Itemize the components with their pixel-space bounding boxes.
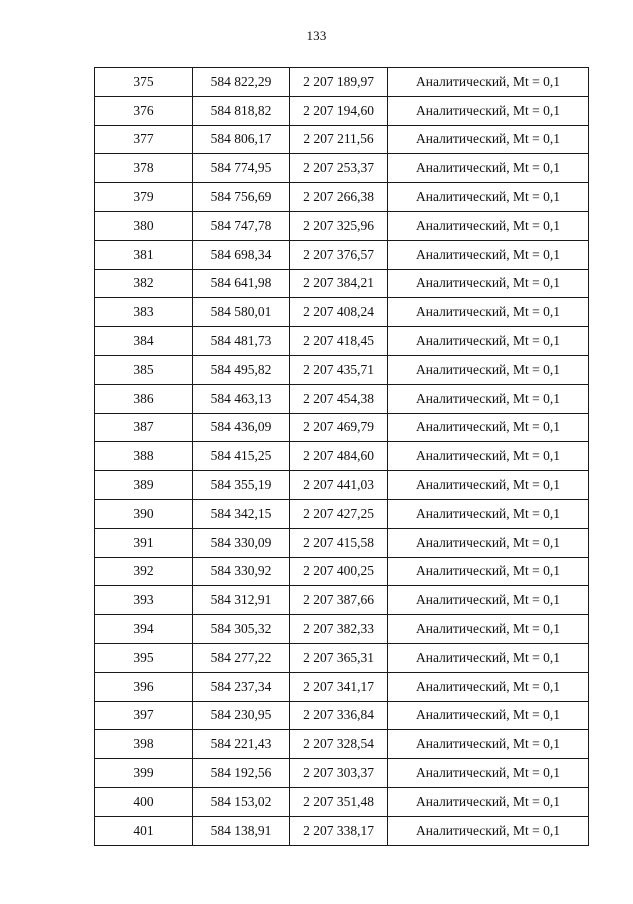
point-number-cell: 391 [95,528,193,557]
y-coordinate-cell: 2 207 382,33 [290,615,388,644]
y-coordinate-cell: 2 207 253,37 [290,154,388,183]
table-row [95,384,589,413]
method-cell: Аналитический, Mt = 0,1 [388,787,589,816]
y-coordinate-cell: 2 207 365,31 [290,643,388,672]
x-coordinate-cell: 584 756,69 [193,183,290,212]
table-row [95,528,589,557]
point-number-cell: 383 [95,298,193,327]
method-cell: Аналитический, Mt = 0,1 [388,528,589,557]
point-number-cell: 385 [95,355,193,384]
point-number-cell: 381 [95,240,193,269]
table-row [95,471,589,500]
x-coordinate-cell: 584 221,43 [193,730,290,759]
x-coordinate-cell: 584 747,78 [193,211,290,240]
method-cell: Аналитический, Mt = 0,1 [388,183,589,212]
point-number-cell: 375 [95,68,193,97]
x-coordinate-cell: 584 774,95 [193,154,290,183]
method-cell: Аналитический, Mt = 0,1 [388,557,589,586]
point-number-cell: 400 [95,787,193,816]
x-coordinate-cell: 584 277,22 [193,643,290,672]
table-row [95,787,589,816]
y-coordinate-cell: 2 207 266,38 [290,183,388,212]
x-coordinate-cell: 584 415,25 [193,442,290,471]
x-coordinate-cell: 584 481,73 [193,327,290,356]
y-coordinate-cell: 2 207 400,25 [290,557,388,586]
x-coordinate-cell: 584 312,91 [193,586,290,615]
method-cell: Аналитический, Mt = 0,1 [388,154,589,183]
y-coordinate-cell: 2 207 415,58 [290,528,388,557]
point-number-cell: 401 [95,816,193,845]
point-number-cell: 387 [95,413,193,442]
x-coordinate-cell: 584 806,17 [193,125,290,154]
x-coordinate-cell: 584 436,09 [193,413,290,442]
y-coordinate-cell: 2 207 325,96 [290,211,388,240]
point-number-cell: 376 [95,96,193,125]
table-row [95,298,589,327]
point-number-cell: 384 [95,327,193,356]
y-coordinate-cell: 2 207 211,56 [290,125,388,154]
y-coordinate-cell: 2 207 351,48 [290,787,388,816]
y-coordinate-cell: 2 207 441,03 [290,471,388,500]
table-row [95,730,589,759]
y-coordinate-cell: 2 207 435,71 [290,355,388,384]
table-row [95,672,589,701]
y-coordinate-cell: 2 207 194,60 [290,96,388,125]
table-row [95,154,589,183]
x-coordinate-cell: 584 641,98 [193,269,290,298]
table-row [95,759,589,788]
x-coordinate-cell: 584 580,01 [193,298,290,327]
point-number-cell: 379 [95,183,193,212]
coordinates-table [94,67,589,846]
table-row [95,586,589,615]
table-row [95,442,589,471]
method-cell: Аналитический, Mt = 0,1 [388,355,589,384]
table-row [95,269,589,298]
table-row [95,643,589,672]
table-row [95,183,589,212]
method-cell: Аналитический, Mt = 0,1 [388,643,589,672]
method-cell: Аналитический, Mt = 0,1 [388,759,589,788]
point-number-cell: 390 [95,499,193,528]
y-coordinate-cell: 2 207 338,17 [290,816,388,845]
x-coordinate-cell: 584 822,29 [193,68,290,97]
y-coordinate-cell: 2 207 408,24 [290,298,388,327]
y-coordinate-cell: 2 207 454,38 [290,384,388,413]
page-number: 133 [306,28,327,43]
point-number-cell: 386 [95,384,193,413]
x-coordinate-cell: 584 330,92 [193,557,290,586]
y-coordinate-cell: 2 207 189,97 [290,68,388,97]
method-cell: Аналитический, Mt = 0,1 [388,384,589,413]
method-cell: Аналитический, Mt = 0,1 [388,672,589,701]
table-row [95,701,589,730]
x-coordinate-cell: 584 330,09 [193,528,290,557]
point-number-cell: 397 [95,701,193,730]
point-number-cell: 393 [95,586,193,615]
method-cell: Аналитический, Mt = 0,1 [388,586,589,615]
table-row [95,327,589,356]
y-coordinate-cell: 2 207 484,60 [290,442,388,471]
point-number-cell: 380 [95,211,193,240]
method-cell: Аналитический, Mt = 0,1 [388,68,589,97]
table-row [95,557,589,586]
point-number-cell: 398 [95,730,193,759]
y-coordinate-cell: 2 207 427,25 [290,499,388,528]
table-row [95,240,589,269]
x-coordinate-cell: 584 355,19 [193,471,290,500]
table-row [95,413,589,442]
method-cell: Аналитический, Mt = 0,1 [388,269,589,298]
point-number-cell: 378 [95,154,193,183]
method-cell: Аналитический, Mt = 0,1 [388,442,589,471]
method-cell: Аналитический, Mt = 0,1 [388,816,589,845]
x-coordinate-cell: 584 463,13 [193,384,290,413]
method-cell: Аналитический, Mt = 0,1 [388,96,589,125]
method-cell: Аналитический, Mt = 0,1 [388,701,589,730]
point-number-cell: 395 [95,643,193,672]
y-coordinate-cell: 2 207 469,79 [290,413,388,442]
method-cell: Аналитический, Mt = 0,1 [388,730,589,759]
x-coordinate-cell: 584 698,34 [193,240,290,269]
method-cell: Аналитический, Mt = 0,1 [388,298,589,327]
x-coordinate-cell: 584 153,02 [193,787,290,816]
method-cell: Аналитический, Mt = 0,1 [388,240,589,269]
table-row [95,615,589,644]
y-coordinate-cell: 2 207 387,66 [290,586,388,615]
table-row [95,125,589,154]
y-coordinate-cell: 2 207 376,57 [290,240,388,269]
y-coordinate-cell: 2 207 418,45 [290,327,388,356]
point-number-cell: 394 [95,615,193,644]
point-number-cell: 392 [95,557,193,586]
x-coordinate-cell: 584 138,91 [193,816,290,845]
point-number-cell: 377 [95,125,193,154]
x-coordinate-cell: 584 305,32 [193,615,290,644]
table-row [95,816,589,845]
x-coordinate-cell: 584 495,82 [193,355,290,384]
method-cell: Аналитический, Mt = 0,1 [388,499,589,528]
x-coordinate-cell: 584 192,56 [193,759,290,788]
point-number-cell: 389 [95,471,193,500]
method-cell: Аналитический, Mt = 0,1 [388,125,589,154]
point-number-cell: 396 [95,672,193,701]
y-coordinate-cell: 2 207 303,37 [290,759,388,788]
table-row [95,68,589,97]
coordinates-table-body [95,68,589,846]
point-number-cell: 388 [95,442,193,471]
y-coordinate-cell: 2 207 384,21 [290,269,388,298]
table-row [95,211,589,240]
table-row [95,96,589,125]
table-row [95,499,589,528]
table-row [95,355,589,384]
method-cell: Аналитический, Mt = 0,1 [388,413,589,442]
x-coordinate-cell: 584 818,82 [193,96,290,125]
method-cell: Аналитический, Mt = 0,1 [388,327,589,356]
point-number-cell: 382 [95,269,193,298]
method-cell: Аналитический, Mt = 0,1 [388,471,589,500]
x-coordinate-cell: 584 237,34 [193,672,290,701]
x-coordinate-cell: 584 342,15 [193,499,290,528]
method-cell: Аналитический, Mt = 0,1 [388,615,589,644]
y-coordinate-cell: 2 207 336,84 [290,701,388,730]
point-number-cell: 399 [95,759,193,788]
y-coordinate-cell: 2 207 328,54 [290,730,388,759]
y-coordinate-cell: 2 207 341,17 [290,672,388,701]
x-coordinate-cell: 584 230,95 [193,701,290,730]
method-cell: Аналитический, Mt = 0,1 [388,211,589,240]
